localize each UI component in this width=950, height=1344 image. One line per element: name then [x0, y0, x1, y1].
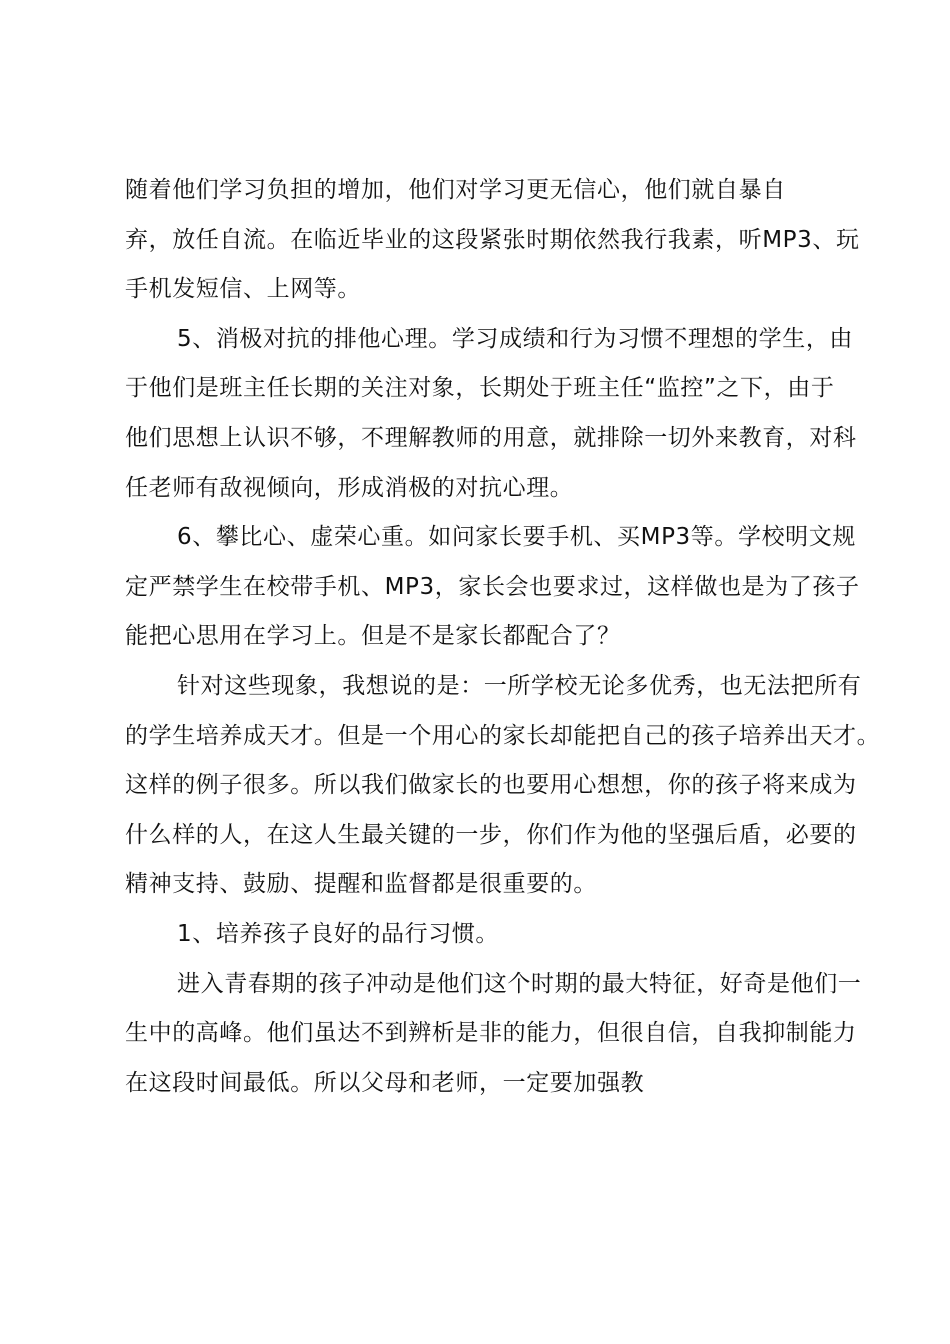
text-line: 这样的例子很多。所以我们做家长的也要用心想想，你的孩子将来成为 — [125, 772, 857, 799]
text-line: 在这段时间最低。所以父母和老师，一定要加强教 — [125, 1069, 645, 1096]
text-line: 手机发短信、上网等。 — [125, 276, 361, 303]
text-line: 6、攀比心、虚荣心重。如问家长要手机、买MP3等。学校明文规 — [177, 524, 856, 551]
text-line: 5、消极对抗的排他心理。学习成绩和行为习惯不理想的学生，由 — [177, 325, 854, 352]
text-line: 弃，放任自流。在临近毕业的这段紧张时期依然我行我素，听MP3、玩 — [125, 226, 860, 253]
text-line: 随着他们学习负担的增加，他们对学习更无信心，他们就自暴自 — [125, 177, 786, 203]
text-line: 生中的高峰。他们虽达不到辨析是非的能力，但很自信，自我抑制能力 — [125, 1020, 857, 1047]
text-line: 1、培养孩子良好的品行习惯。 — [177, 920, 500, 947]
text-line: 什么样的人，在这人生最关键的一步，你们作为他的坚强后盾，必要的 — [125, 821, 857, 848]
text-line: 针对这些现象，我想说的是：一所学校无论多优秀，也无法把所有 — [177, 672, 862, 699]
text-line: 定严禁学生在校带手机、MP3，家长会也要求过，这样做也是为了孩子 — [125, 573, 860, 600]
text-line: 他们思想上认识不够，不理解教师的用意，就排除一切外来教育，对科 — [125, 424, 857, 451]
text-line: 进入青春期的孩子冲动是他们这个时期的最大特征，好奇是他们一 — [177, 970, 862, 997]
text-line: 于他们是班主任长期的关注对象，长期处于班主任“监控”之下，由于 — [125, 375, 835, 402]
text-line: 能把心思用在学习上。但是不是家长都配合了？ — [125, 623, 621, 650]
text-line: 任老师有敌视倾向，形成消极的对抗心理。 — [125, 474, 574, 501]
text-line: 精神支持、鼓励、提醒和监督都是很重要的。 — [125, 871, 597, 898]
text-line: 的学生培养成天才。但是一个用心的家长却能把自己的孩子培养出天才。 — [125, 722, 881, 749]
document-body — [125, 166, 881, 1108]
